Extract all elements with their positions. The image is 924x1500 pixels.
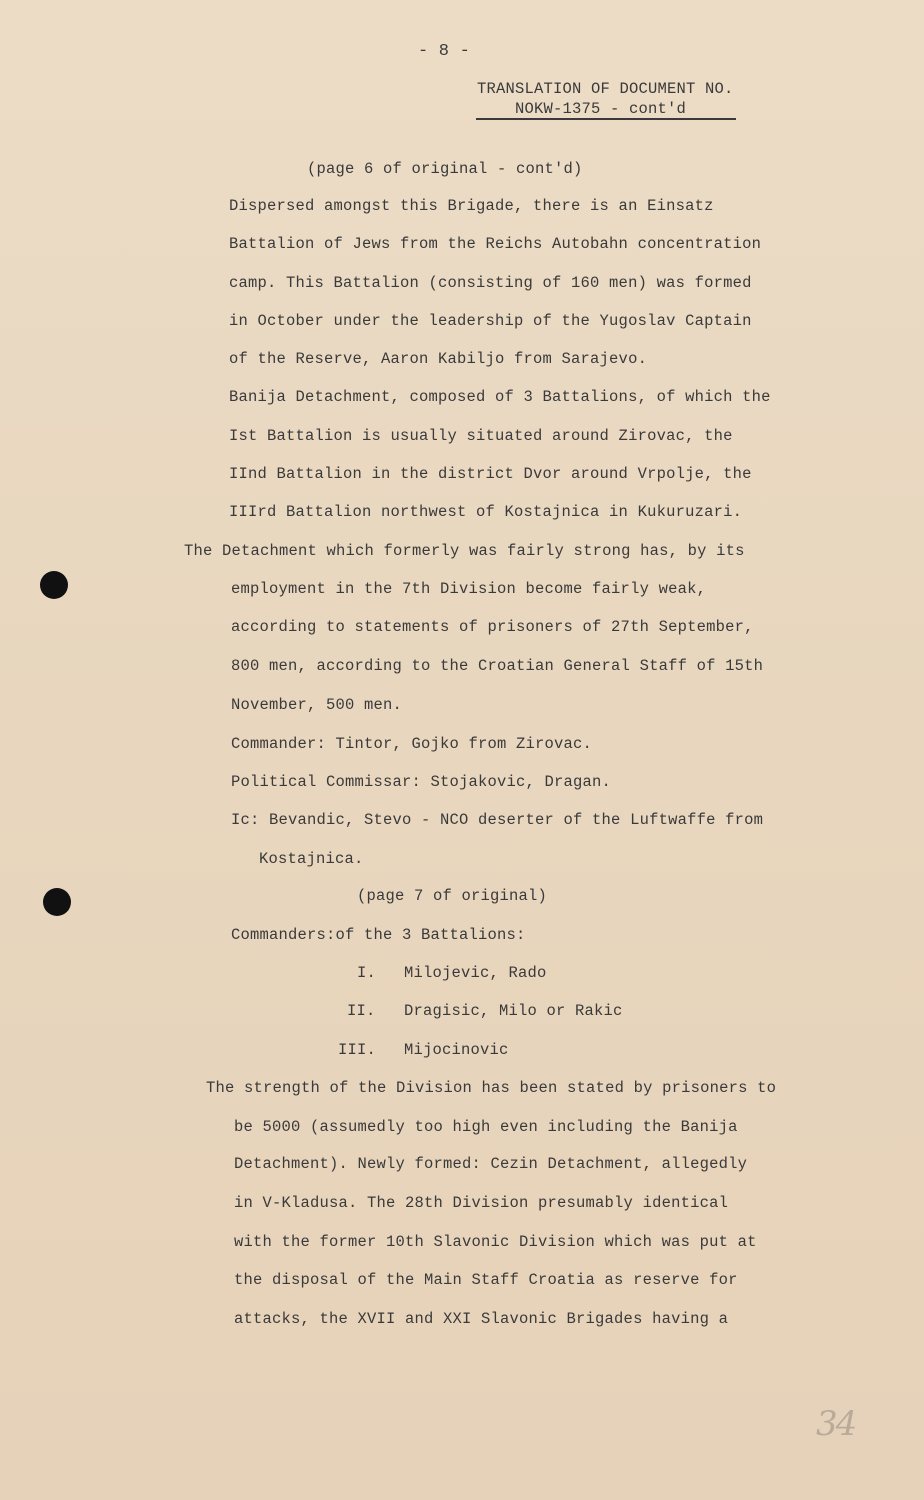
paragraph-line: in V-Kladusa. The 28th Division presumably identical [234,1194,729,1212]
commissar-line: Political Commissar: Stojakovic, Dragan. [231,773,612,791]
commanders-heading: Commanders:of the 3 Battalions: [231,926,526,944]
battalion-commander-name: Dragisic, Milo or Rakic [404,1002,623,1020]
paragraph-line: November, 500 men. [231,696,403,714]
paragraph-line: according to statements of prisoners of 27th September, [231,618,754,636]
battalion-commander-name: Milojevic, Rado [404,964,547,982]
paragraph-line: The Detachment which formerly was fairly strong has, by its [184,542,745,560]
battalion-number: III. [338,1041,377,1059]
paragraph-line: The strength of the Division has been stated by prisoners to [206,1079,777,1097]
paragraph-line: the disposal of the Main Staff Croatia as reserve for [234,1271,738,1289]
document-title: TRANSLATION OF DOCUMENT NO. [477,80,734,98]
paragraph-line: Ist Battalion is usually situated around Zirovac, the [229,427,733,445]
paragraph-line: Banija Detachment, composed of 3 Battalions, of which the [229,388,771,406]
handwritten-page-number: 34 [816,1404,856,1444]
page-note-original-6: (page 6 of original - cont'd) [307,160,583,178]
paragraph-line: of the Reserve, Aaron Kabiljo from Sarajevo. [229,350,648,368]
paragraph-line: Battalion of Jews from the Reichs Autobahn concentration [229,235,762,253]
battalion-number: II. [347,1002,376,1020]
battalion-commander-name: Mijocinovic [404,1041,509,1059]
ic-line: Ic: Bevandic, Stevo - NCO deserter of the Luftwaffe from [231,811,764,829]
paragraph-line: be 5000 (assumedly too high even including the Banija [234,1118,738,1136]
punch-hole [40,571,68,599]
page-number: - 8 - [418,42,471,61]
header-underline [476,118,736,120]
document-reference: NOKW-1375 - cont'd [515,100,687,118]
paragraph-line: Dispersed amongst this Brigade, there is an Einsatz [229,197,714,215]
paragraph-line: Detachment). Newly formed: Cezin Detachment, allegedly [234,1155,748,1173]
paragraph-line: camp. This Battalion (consisting of 160 men) was formed [229,274,752,292]
page-note-original-7: (page 7 of original) [357,887,548,905]
paragraph-line: employment in the 7th Division become fairly weak, [231,580,707,598]
battalion-number: I. [357,964,377,982]
paragraph-line: IIIrd Battalion northwest of Kostajnica in Kukuruzari. [229,503,743,521]
paragraph-line: with the former 10th Slavonic Division which was put at [234,1233,757,1251]
paragraph-line: in October under the leadership of the Yugoslav Captain [229,312,752,330]
paragraph-line: IInd Battalion in the district Dvor around Vrpolje, the [229,465,752,483]
ic-line-continued: Kostajnica. [259,850,364,868]
paragraph-line: attacks, the XVII and XXI Slavonic Brigades having a [234,1310,729,1328]
punch-hole [43,888,71,916]
paragraph-line: 800 men, according to the Croatian General Staff of 15th [231,657,764,675]
commander-line: Commander: Tintor, Gojko from Zirovac. [231,735,593,753]
